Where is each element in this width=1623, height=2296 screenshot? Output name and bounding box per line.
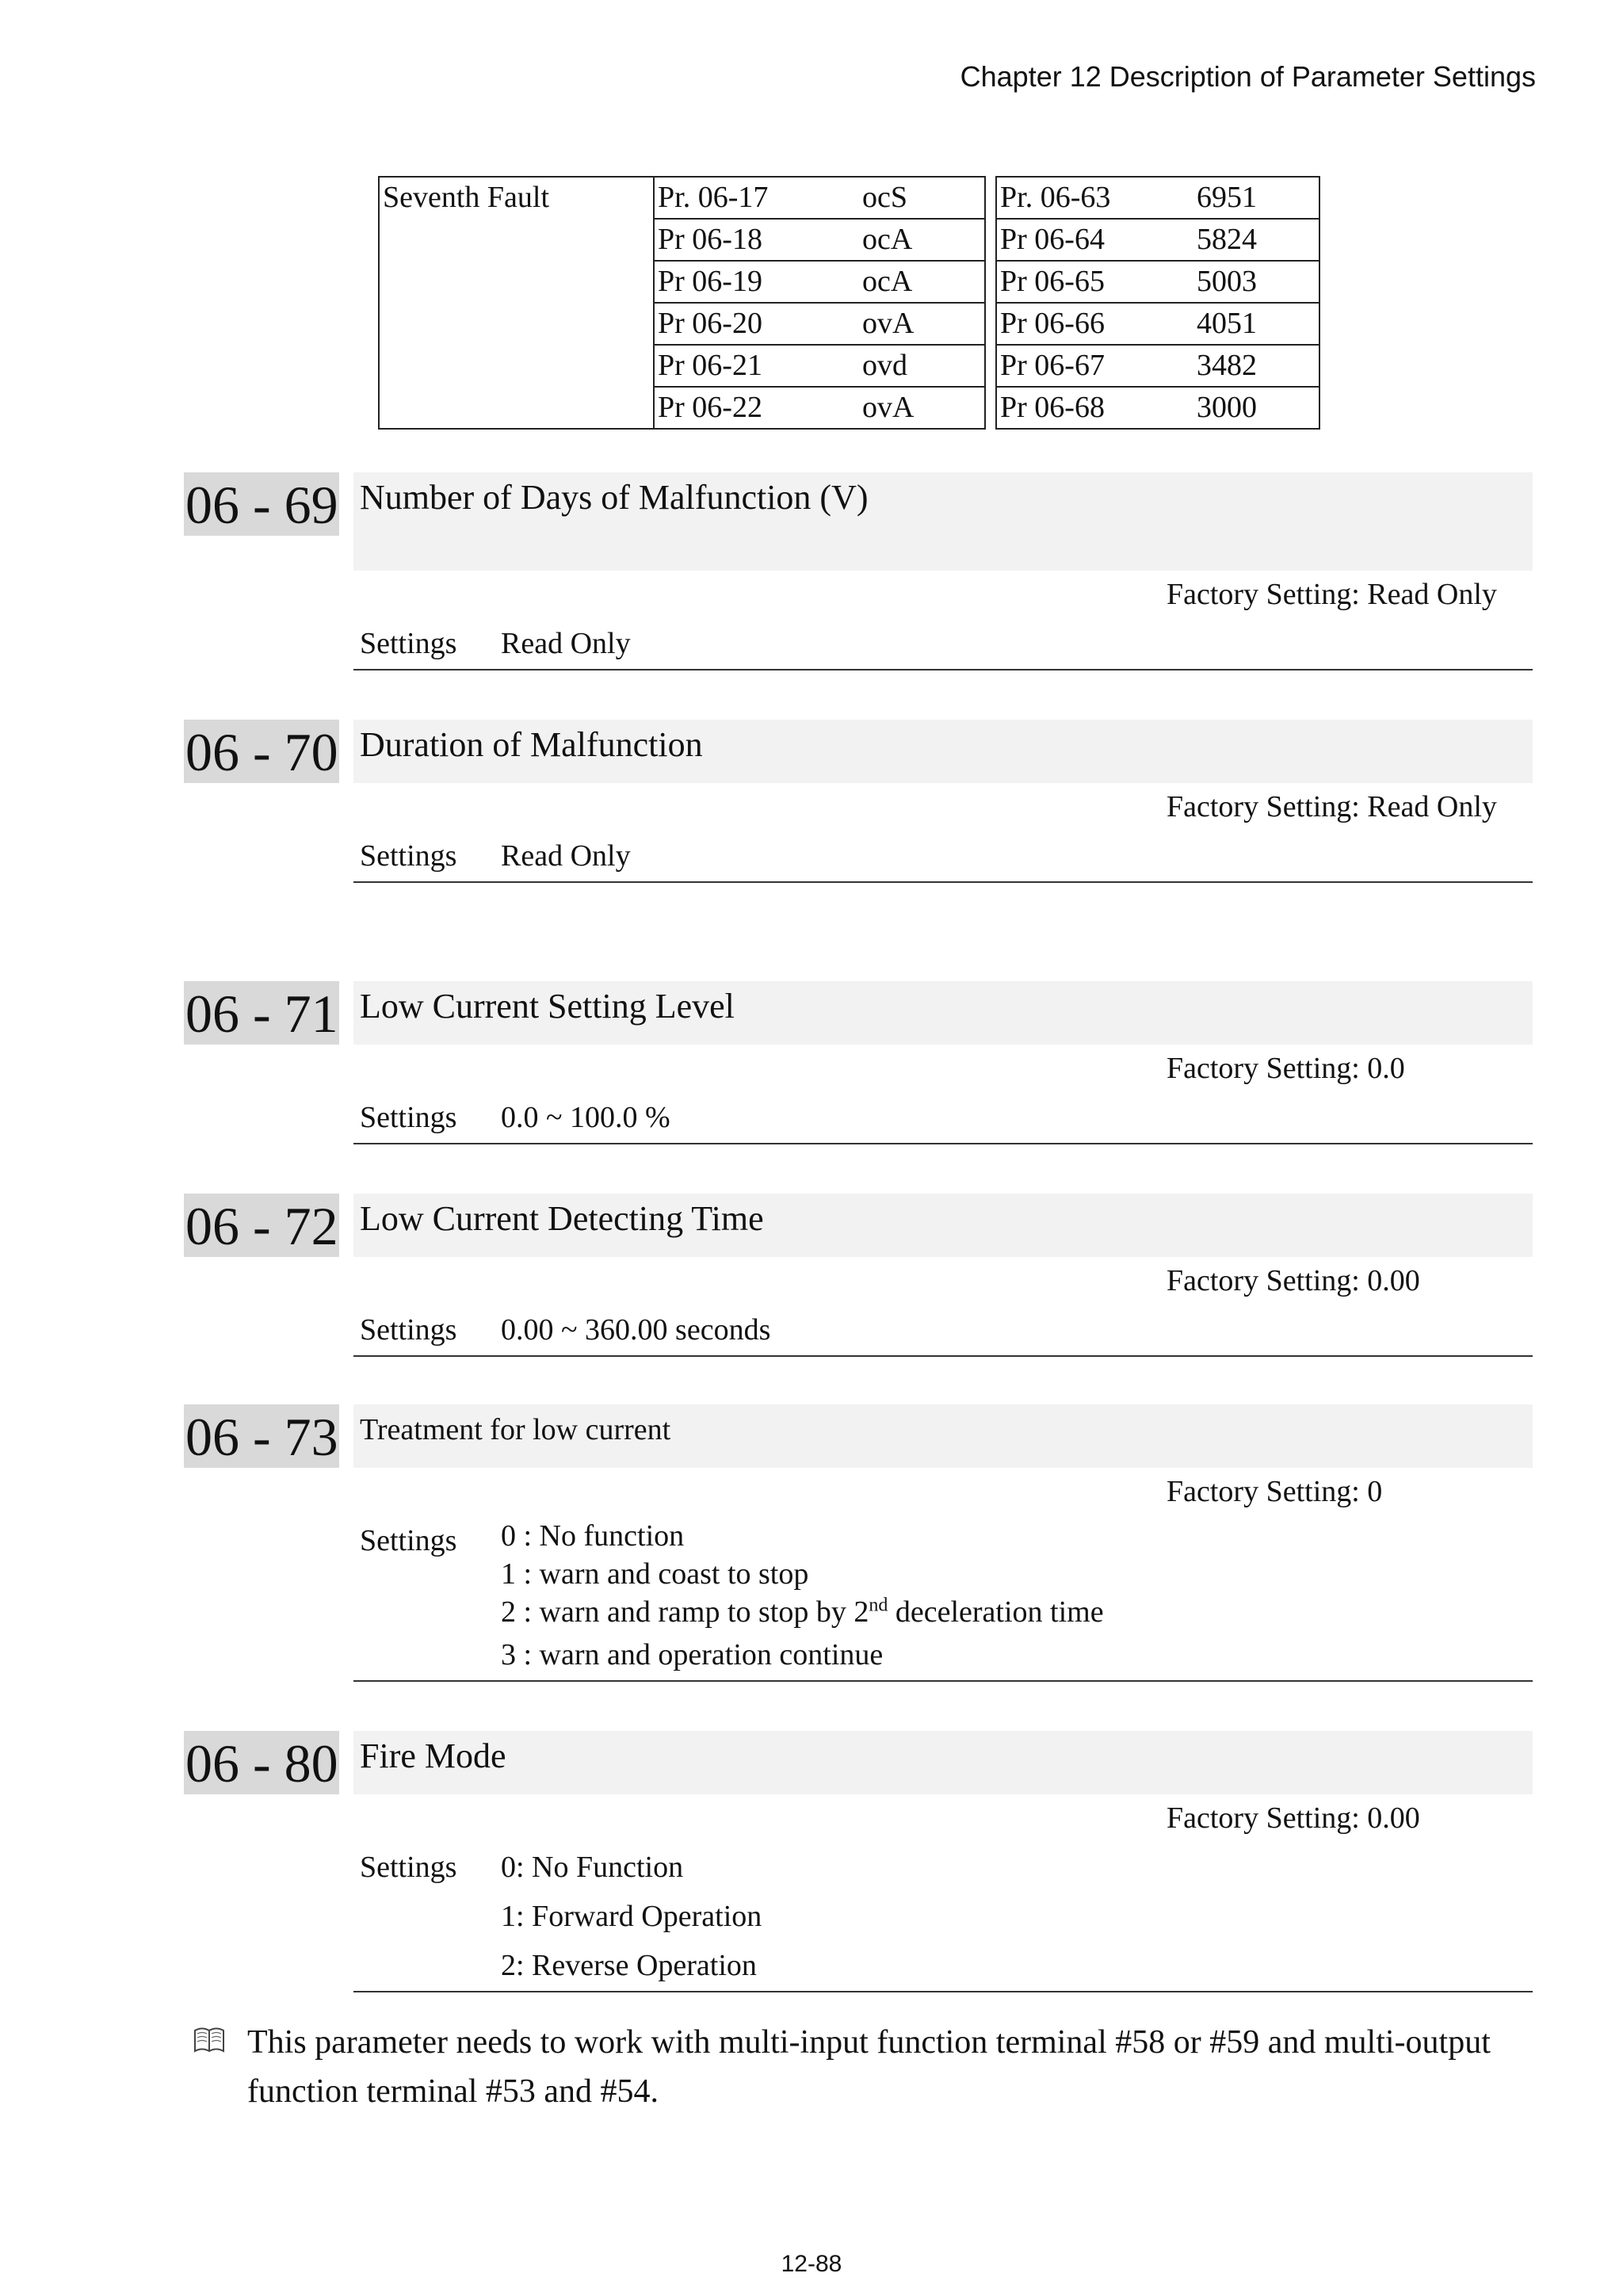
fault-par: Pr 06-65: [996, 261, 1193, 303]
section-divider: [353, 1680, 1533, 1682]
fault-table-left: [378, 176, 986, 430]
fault-val: ovA: [859, 387, 985, 429]
settings-value: Read Only: [501, 627, 631, 660]
factory-setting: Factory Setting: 0.00: [1167, 1264, 1420, 1297]
settings-label: Settings: [360, 1851, 457, 1884]
section-divider: [353, 1991, 1533, 1992]
settings-label: Settings: [360, 627, 457, 660]
param-number: 06 - 70: [184, 720, 339, 783]
fault-label: Seventh Fault: [379, 177, 654, 429]
param-title: Treatment for low current: [353, 1404, 1533, 1468]
param-number: 06 - 69: [184, 472, 339, 536]
fault-par: Pr. 06-17: [654, 177, 859, 219]
fault-table-right: [995, 176, 1320, 430]
fault-par: Pr 06-67: [996, 345, 1193, 387]
fault-val: 5003: [1193, 261, 1319, 303]
fault-par: Pr 06-18: [654, 219, 859, 261]
settings-label: Settings: [360, 839, 457, 873]
fault-par: Pr 06-66: [996, 303, 1193, 345]
settings-option: 0: No Function: [501, 1851, 684, 1884]
section-divider: [353, 1355, 1533, 1357]
option-text: deceleration time: [888, 1595, 1104, 1629]
settings-label: Settings: [360, 1101, 457, 1134]
fault-par: Pr 06-22: [654, 387, 859, 429]
fault-val: ovA: [859, 303, 985, 345]
fault-val: ocA: [859, 219, 985, 261]
settings-value: Read Only: [501, 839, 631, 873]
fault-par: Pr 06-21: [654, 345, 859, 387]
fault-val: 3482: [1193, 345, 1319, 387]
fault-par: Pr 06-20: [654, 303, 859, 345]
factory-setting: Factory Setting: 0: [1167, 1475, 1383, 1508]
settings-option: 3 : warn and operation continue: [501, 1638, 884, 1671]
fault-par: Pr 06-19: [654, 261, 859, 303]
fault-val: 6951: [1193, 177, 1319, 219]
settings-option: [501, 1595, 1104, 1629]
section-divider: [353, 669, 1533, 670]
param-title: Low Current Setting Level: [353, 981, 1533, 1045]
fault-par: Pr 06-64: [996, 219, 1193, 261]
settings-value: 0.0 ~ 100.0 %: [501, 1101, 670, 1134]
chapter-header: Chapter 12 Description of Parameter Settings: [960, 60, 1536, 93]
factory-setting: Factory Setting: Read Only: [1167, 578, 1497, 611]
settings-option: 2: Reverse Operation: [501, 1949, 757, 1982]
fault-par: Pr 06-68: [996, 387, 1193, 429]
param-title: Low Current Detecting Time: [353, 1194, 1533, 1257]
settings-option: 1: Forward Operation: [501, 1900, 762, 1933]
section-divider: [353, 1143, 1533, 1144]
factory-setting: Factory Setting: Read Only: [1167, 790, 1497, 823]
param-number: 06 - 73: [184, 1404, 339, 1468]
settings-option: 1 : warn and coast to stop: [501, 1557, 809, 1591]
factory-setting: Factory Setting: 0.0: [1167, 1052, 1405, 1085]
param-title: Duration of Malfunction: [353, 720, 1533, 783]
param-title: Number of Days of Malfunction (V): [353, 472, 1533, 571]
fault-val: 4051: [1193, 303, 1319, 345]
fault-val: ocA: [859, 261, 985, 303]
param-number: 06 - 80: [184, 1731, 339, 1794]
book-icon: [193, 2026, 225, 2054]
fault-val: 3000: [1193, 387, 1319, 429]
param-title: Fire Mode: [353, 1731, 1533, 1794]
page-number: 12-88: [781, 2251, 842, 2277]
fault-par: Pr. 06-63: [996, 177, 1193, 219]
fault-val: ocS: [859, 177, 985, 219]
ordinal-suffix: nd: [869, 1595, 888, 1616]
note-text: This parameter needs to work with multi-input function terminal #58 or #59 and multi-output function terminal #53 and #54.: [247, 2024, 1491, 2110]
factory-setting: Factory Setting: 0.00: [1167, 1801, 1420, 1835]
settings-label: Settings: [360, 1524, 457, 1557]
settings-label: Settings: [360, 1313, 457, 1347]
fault-val: 5824: [1193, 219, 1319, 261]
param-number: 06 - 71: [184, 981, 339, 1045]
section-divider: [353, 881, 1533, 883]
settings-option: 0 : No function: [501, 1519, 685, 1553]
settings-value: 0.00 ~ 360.00 seconds: [501, 1313, 771, 1347]
param-number: 06 - 72: [184, 1194, 339, 1257]
option-text: 2 : warn and ramp to stop by 2: [501, 1595, 869, 1629]
fault-val: ovd: [859, 345, 985, 387]
